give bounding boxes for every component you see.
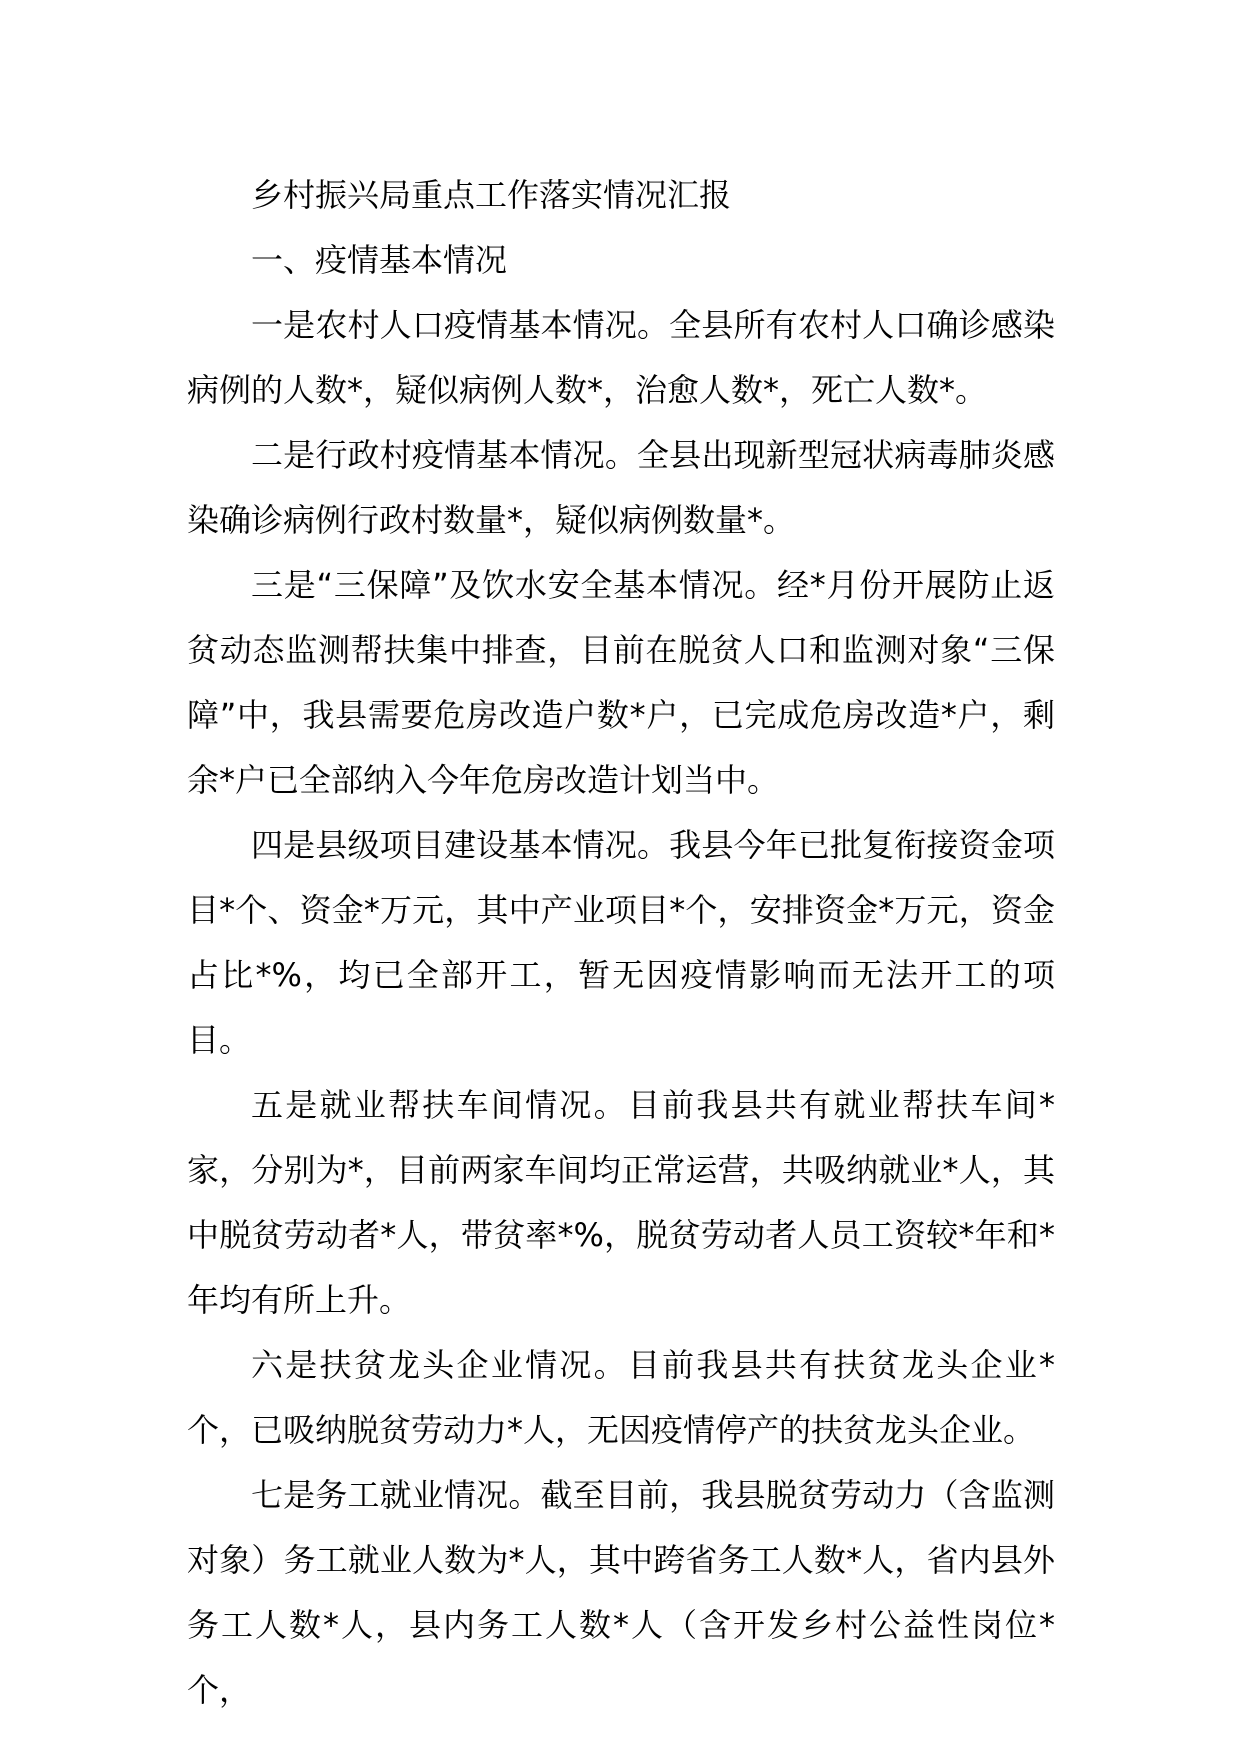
paragraph-county-projects: 四是县级项目建设基本情况。我县今年已批复衔接资金项目*个、资金*万元，其中产业项目*个，安排资金*万元，资金占比*%，均已全部开工，暂无因疫情影响而无法开工的项目。: [187, 826, 1055, 1059]
paragraph-rural-population: 一是农村人口疫情基本情况。全县所有农村人口确诊感染病例的人数*，疑似病例人数*，治愈人数*，死亡人数*。: [187, 306, 1055, 409]
paragraph-administrative-villages: 二是行政村疫情基本情况。全县出现新型冠状病毒肺炎感染确诊病例行政村数量*，疑似病例数量*。: [187, 436, 1055, 539]
document-title: 乡村振兴局重点工作落实情况汇报: [251, 176, 732, 214]
section-heading-epidemic: 一、疫情基本情况: [251, 241, 508, 279]
paragraph-labor-employment: 七是务工就业情况。截至目前，我县脱贫劳动力（含监测对象）务工就业人数为*人，其中跨省务工人数*人，省内县外务工人数*人，县内务工人数*人（含开发乡村公益性岗位*个，: [187, 1476, 1055, 1709]
paragraph-leading-enterprises: 六是扶贫龙头企业情况。目前我县共有扶贫龙头企业*个，已吸纳脱贫劳动力*人，无因疫情停产的扶贫龙头企业。: [187, 1346, 1055, 1449]
paragraph-employment-workshops: 五是就业帮扶车间情况。目前我县共有就业帮扶车间*家，分别为*，目前两家车间均正常运营，共吸纳就业*人，其中脱贫劳动者*人，带贫率*%，脱贫劳动者人员工资较*年和*年均有所上升。: [187, 1086, 1055, 1319]
document-body: [187, 163, 1055, 1723]
paragraph-three-guarantees: 三是“三保障”及饮水安全基本情况。经*月份开展防止返贫动态监测帮扶集中排查，目前在脱贫人口和监测对象“三保障”中，我县需要危房改造户数*户，已完成危房改造*户，剩余*户已全部纳入今年危房改造计划当中。: [187, 566, 1055, 799]
